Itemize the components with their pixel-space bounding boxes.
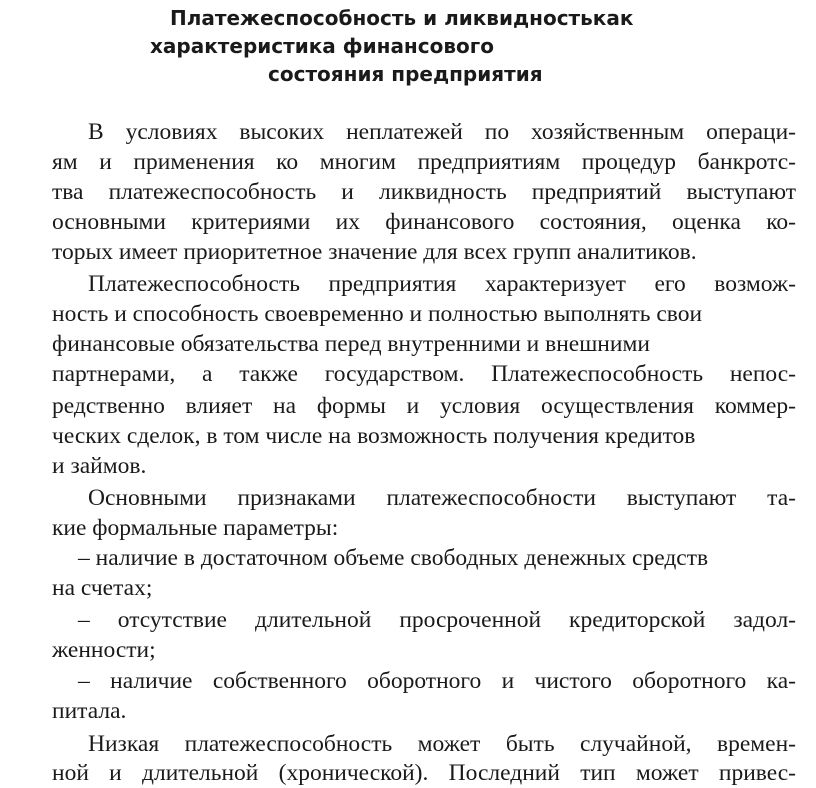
paragraph-1-line-3: тва платежеспособность и ликвидность предприятий выступают [52, 179, 796, 205]
list-item-2-line-2: женности; [52, 637, 156, 663]
list-item-3-line-1: – наличие собственного оборотного и чистого оборотного ка- [78, 668, 796, 694]
list-item-1-line-1: – наличие в достаточном объеме свободных денежных средств [78, 545, 709, 571]
list-item-2-line-1: – отсутствие длительной просроченной кредиторской задол- [78, 607, 796, 633]
list-item-1-line-2: на счетах; [52, 575, 153, 601]
heading-line-1: Платежеспособность и ликвидностькак [170, 6, 634, 30]
paragraph-1-line-5: торых имеет приоритетное значение для всех групп аналитиков. [52, 239, 697, 265]
paragraph-1-line-4: основными критериями их финансового состояния, оценка ко- [52, 209, 796, 235]
paragraph-2-line-6: ческих сделок, в том числе на возможность получения кредитов [52, 423, 696, 449]
paragraph-2-line-2: ность и способность своевременно и полностью выполнять свои [52, 301, 703, 327]
paragraph-2-line-5: редственно влияет на формы и условия осуществления коммер- [52, 393, 796, 419]
list-item-3-line-2: питала. [52, 698, 127, 724]
paragraph-1-line-1: В условиях высоких неплатежей по хозяйственным операци- [88, 119, 796, 145]
heading-line-2: характеристика финансового [150, 34, 494, 58]
paragraph-2-line-1: Платежеспособность предприятия характеризует его возмож- [88, 271, 796, 297]
paragraph-1-line-2: ям и применения ко многим предприятиям процедур банкротс- [52, 149, 796, 175]
paragraph-3-line-2: кие формальные параметры: [52, 515, 339, 541]
paragraph-2-line-3: финансовые обязательства перед внутренними и внешними [52, 331, 650, 357]
paragraph-2-line-7: и займов. [52, 453, 147, 479]
heading-line-3: состояния предприятия [268, 62, 543, 86]
paragraph-2-line-4: партнерами, а также государством. Платежеспособность непос- [52, 361, 796, 387]
paragraph-4-line-2: ной и длительной (хронической). Последний тип может привес- [52, 760, 796, 786]
paragraph-4-line-1: Низкая платежеспособность может быть случайной, времен- [88, 731, 796, 757]
paragraph-3-line-1: Основными признаками платежеспособности выступают та- [88, 485, 796, 511]
